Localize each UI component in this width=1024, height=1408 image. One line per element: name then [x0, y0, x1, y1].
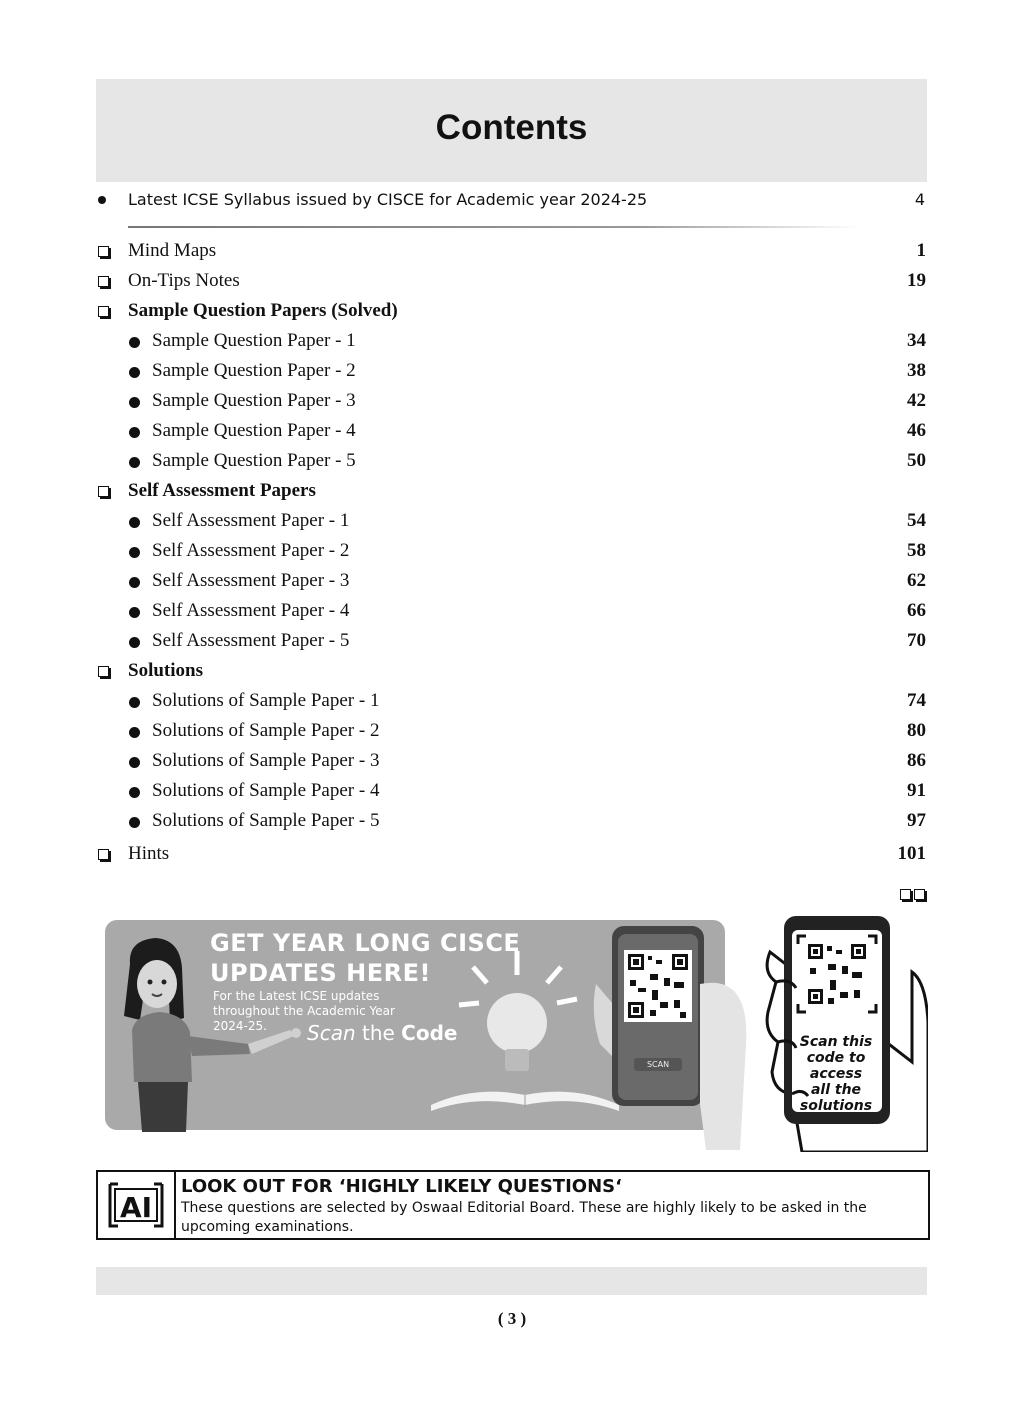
toc-entry[interactable] [96, 538, 927, 566]
toc-section-label: Self Assessment Papers [128, 480, 316, 501]
toc-entry[interactable] [96, 328, 927, 356]
bullet-icon [129, 577, 140, 588]
toc-page: 58 [907, 540, 926, 561]
toc-label: On-Tips Notes [128, 270, 240, 291]
bullet-icon [129, 697, 140, 708]
toc-page: 80 [907, 720, 926, 741]
toc-section-self-assessment [96, 478, 927, 506]
checkbox-bullet-icon [98, 849, 109, 860]
toc-entry-mind-maps[interactable] [96, 238, 927, 266]
toc-label: Self Assessment Paper - 3 [152, 570, 350, 591]
notice-description: These questions are selected by Oswaal Editorial Board. These are highly likely to be asked in the upcoming examinations. [181, 1200, 867, 1235]
toc-label: Solutions of Sample Paper - 1 [152, 690, 380, 711]
toc-label: Sample Question Paper - 3 [152, 390, 356, 411]
toc-page: 54 [907, 510, 926, 531]
bullet-icon [129, 547, 140, 558]
ai-logo-text: AI [119, 1191, 153, 1224]
code-word: Code [401, 1021, 458, 1045]
toc-label: Hints [128, 843, 170, 864]
toc-page: 1 [916, 240, 926, 261]
toc-label: Mind Maps [128, 240, 217, 261]
bullet-icon [129, 787, 140, 798]
bullet-icon [129, 727, 140, 738]
bullet-icon [98, 196, 106, 204]
toc-entry[interactable] [96, 718, 927, 746]
toc-page: 66 [907, 600, 926, 621]
bullet-icon [129, 397, 140, 408]
bullet-icon [129, 817, 140, 828]
toc-label: Sample Question Paper - 2 [152, 360, 356, 381]
toc-entry[interactable] [96, 748, 927, 776]
toc-label: Solutions of Sample Paper - 5 [152, 810, 380, 831]
banner-scan-text [307, 1021, 457, 1045]
toc-entry-hints[interactable] [96, 841, 927, 869]
toc-entry[interactable] [96, 598, 927, 626]
toc-page: 38 [907, 360, 926, 381]
toc-label: Self Assessment Paper - 5 [152, 630, 350, 651]
syllabus-page: 4 [914, 190, 925, 209]
checkbox-bullet-icon [98, 276, 109, 287]
toc-page: 91 [907, 780, 926, 801]
highly-likely-notice [96, 1170, 930, 1240]
toc-label: Sample Question Paper - 4 [152, 420, 356, 441]
toc-entry[interactable] [96, 778, 927, 806]
page-number: ( 3 ) [497, 1309, 527, 1328]
bullet-icon [129, 337, 140, 348]
checkbox-bullet-icon [98, 306, 109, 317]
toc-label: Self Assessment Paper - 4 [152, 600, 350, 621]
toc-entry[interactable] [96, 508, 927, 536]
syllabus-entry[interactable] [96, 188, 927, 212]
toc-entry[interactable] [96, 358, 927, 386]
notice-title: LOOK OUT FOR ‘HIGHLY LIKELY QUESTIONS‘ [181, 1176, 622, 1197]
scan-button[interactable]: SCAN [634, 1058, 682, 1071]
toc-page: 97 [907, 810, 926, 831]
bullet-icon [129, 757, 140, 768]
checkbox-bullet-icon [98, 246, 109, 257]
toc-page: 34 [907, 330, 926, 351]
toc-page: 86 [907, 750, 926, 771]
toc-page: 19 [907, 270, 926, 291]
toc-entry[interactable] [96, 628, 927, 656]
toc-entry[interactable] [96, 388, 927, 416]
toc-label: Solutions of Sample Paper - 2 [152, 720, 380, 741]
toc-entry[interactable] [96, 808, 927, 836]
scan-word: Scan [307, 1021, 356, 1045]
toc-label: Self Assessment Paper - 2 [152, 540, 350, 561]
syllabus-label: Latest ICSE Syllabus issued by CISCE for Academic year 2024-25 [128, 190, 648, 209]
checkbox-bullet-icon [98, 486, 109, 497]
toc-section-label: Solutions [128, 660, 203, 681]
toc-section-label: Sample Question Papers (Solved) [128, 300, 398, 321]
toc-entry[interactable] [96, 688, 927, 716]
toc-page: 74 [907, 690, 926, 711]
bullet-icon [129, 457, 140, 468]
girl-pointing-icon [108, 932, 308, 1132]
toc-label: Solutions of Sample Paper - 3 [152, 750, 380, 771]
hand-phone-qr-icon [762, 912, 928, 1152]
toc-label: Sample Question Paper - 1 [152, 330, 356, 351]
bullet-icon [129, 427, 140, 438]
toc-entry[interactable] [96, 448, 927, 476]
end-of-list-icon [900, 889, 928, 903]
scan-solutions-text: Scan this code to access all the solutions [799, 1034, 873, 1114]
banner-subtext: For the Latest ICSE updates throughout the Academic Year 2024-25. [213, 989, 395, 1033]
toc-entry[interactable] [96, 568, 927, 596]
the-word: the [361, 1021, 395, 1045]
bullet-icon [129, 367, 140, 378]
bullet-icon [129, 637, 140, 648]
bullet-icon [129, 607, 140, 618]
divider [128, 226, 858, 228]
ai-logo-cell [98, 1172, 176, 1238]
toc-entry-notes[interactable] [96, 268, 927, 296]
toc-page: 46 [907, 420, 926, 441]
toc-label: Self Assessment Paper - 1 [152, 510, 350, 531]
phone-qr-icon [590, 924, 750, 1150]
toc-page: 70 [907, 630, 926, 651]
footer-band [96, 1267, 927, 1295]
toc-page: 101 [897, 843, 926, 864]
toc-page: 62 [907, 570, 926, 591]
toc-page: 50 [907, 450, 926, 471]
bullet-icon [129, 517, 140, 528]
banner-headline: GET YEAR LONG CISCE UPDATES HERE! [210, 929, 521, 987]
checkbox-bullet-icon [98, 666, 109, 677]
toc-section-sample-papers [96, 298, 927, 326]
toc-section-solutions [96, 658, 927, 686]
toc-label: Sample Question Paper - 5 [152, 450, 356, 471]
page-title: Contents [435, 108, 588, 147]
ai-logo-icon [106, 1180, 166, 1230]
toc-entry[interactable] [96, 418, 927, 446]
toc-label: Solutions of Sample Paper - 4 [152, 780, 380, 801]
toc-page: 42 [907, 390, 926, 411]
